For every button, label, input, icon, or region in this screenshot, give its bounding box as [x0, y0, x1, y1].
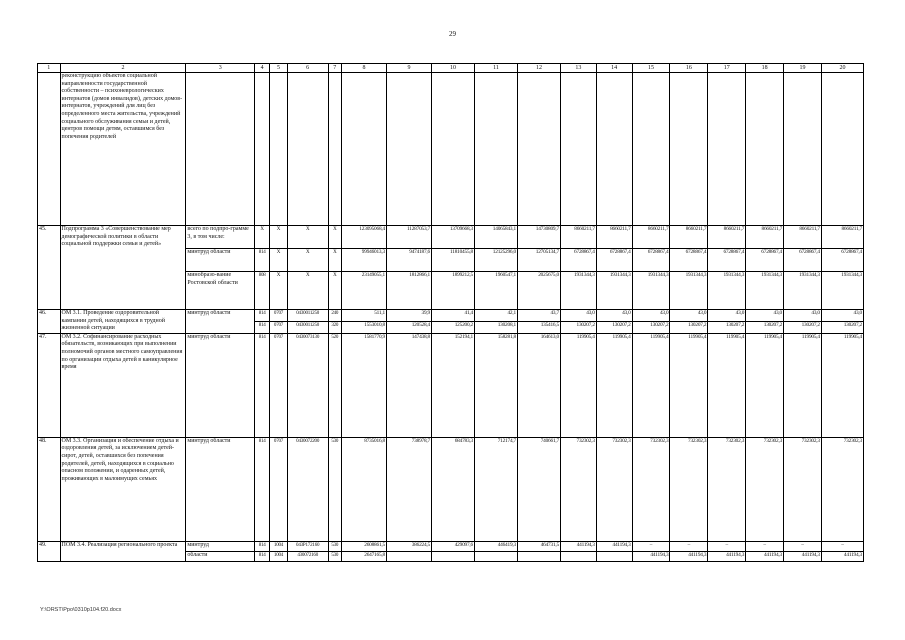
amount-cell: 441194,3	[670, 551, 708, 561]
amount-cell: 12125296,0	[474, 249, 517, 272]
amount-cell: 6728867,4	[784, 249, 822, 272]
amount-cell: 441194,3	[784, 551, 822, 561]
code-gr: 814	[254, 310, 269, 322]
code-csr: X	[287, 226, 328, 249]
code-csr: 0430073130	[287, 333, 328, 437]
row-name: Подпрограмма 3 «Совершенствование мер демографической политики в области социальной поддержки семьи и детей»	[60, 226, 186, 310]
amount-cell: 130207,2	[670, 321, 708, 333]
amount-cell: 12705134,7	[517, 249, 560, 272]
row-number: 45.	[38, 226, 61, 310]
amount-cell: 441194,3	[821, 551, 863, 561]
amount-cell: 13709668,3	[432, 226, 475, 249]
code-rz-pr: X	[270, 272, 287, 310]
row-number: 49.	[38, 541, 61, 561]
code-gr: 814	[254, 437, 269, 541]
executor: области	[186, 551, 255, 561]
column-number: 16	[670, 64, 708, 73]
amount-cell: 42,1	[474, 310, 517, 322]
amount-cell: 119905,4	[632, 333, 670, 437]
amount-cell: 738978,7	[386, 437, 431, 541]
amount-cell: 11810455,8	[432, 249, 475, 272]
amount-cell: 1553010,8	[341, 321, 386, 333]
amount-cell: –	[632, 541, 670, 551]
table-row	[38, 333, 864, 437]
amount-cell: 43,0	[596, 310, 632, 322]
budget-table	[37, 63, 864, 562]
amount-cell: 119905,4	[821, 333, 863, 437]
amount-cell: 130207,2	[632, 321, 670, 333]
code-vr: 240	[328, 310, 341, 322]
amount-cell: 1812866,1	[386, 272, 431, 310]
continuation-text: реконструкцию объектов социальной направленности государственной собственности – психоневрологических интернатов (домов инвалидов), детских домов-интернатов, учреждений для лиц без определенного места жительства, учреждений социального обслуживания семьи и детей, центров помощи детям, оставшимся без попечения родителей	[60, 73, 186, 226]
amount-cell: 8735016,8	[341, 437, 386, 541]
code-rz-pr: 0707	[270, 333, 287, 437]
column-number: 12	[517, 64, 560, 73]
amount-cell: 6728867,4	[670, 249, 708, 272]
amount-cell: 43,0	[784, 310, 822, 322]
amount-cell: 130207,2	[784, 321, 822, 333]
amount-cell	[517, 551, 560, 561]
code-vr: 530	[328, 551, 341, 561]
amount-cell: 8660211,7	[560, 226, 596, 249]
amount-cell: 119905,4	[746, 333, 784, 437]
column-number: 14	[596, 64, 632, 73]
code-vr: 530	[328, 437, 341, 541]
amount-cell: 2647165,8	[341, 551, 386, 561]
code-csr: 0430011250	[287, 321, 328, 333]
column-number: 6	[287, 64, 328, 73]
amount-cell: 441194,3	[632, 551, 670, 561]
amount-cell: 712174,7	[474, 437, 517, 541]
amount-cell: 441194,3	[708, 551, 746, 561]
amount-cell: 732302,3	[784, 437, 822, 541]
amount-cell: 1931344,3	[596, 272, 632, 310]
amount-cell: 14065843,1	[474, 226, 517, 249]
amount-cell: 130207,2	[596, 321, 632, 333]
amount-cell: 6728867,4	[746, 249, 784, 272]
column-number: 15	[632, 64, 670, 73]
amount-cell: 119905,4	[708, 333, 746, 437]
amount-cell: 2608861,5	[341, 541, 386, 551]
amount-cell: 125200,2	[432, 321, 475, 333]
amount-cell: 386224,5	[386, 541, 431, 551]
amount-cell: 1899212,5	[432, 272, 475, 310]
amount-cell: 6728867,4	[708, 249, 746, 272]
code-vr: 530	[328, 541, 341, 551]
amount-cell: 120528,4	[386, 321, 431, 333]
code-vr: X	[328, 272, 341, 310]
amount-cell: 6728867,4	[560, 249, 596, 272]
amount-cell: 147438,8	[386, 333, 431, 437]
amount-cell: 8660211,7	[632, 226, 670, 249]
column-number: 9	[386, 64, 431, 73]
amount-cell: 732302,3	[596, 437, 632, 541]
amount-cell: 732302,3	[670, 437, 708, 541]
amount-cell: 8660211,7	[821, 226, 863, 249]
amount-cell: 164613,0	[517, 333, 560, 437]
column-number: 3	[186, 64, 255, 73]
table-row	[38, 310, 864, 322]
amount-cell: 99946013,3	[341, 249, 386, 272]
code-rz-pr: 1004	[270, 551, 287, 561]
file-path-footer: Y:\ORST\Ppo\0310p104.f20.docx	[40, 607, 122, 613]
executor: минтруд области	[186, 437, 255, 541]
row-number: 46.	[38, 310, 61, 334]
amount-cell: 130207,2	[560, 321, 596, 333]
amount-cell: 732302,3	[821, 437, 863, 541]
amount-cell: 123095068,4	[341, 226, 386, 249]
executor: минтруд	[186, 541, 255, 551]
amount-cell: –	[670, 541, 708, 551]
amount-cell: 130208,1	[474, 321, 517, 333]
column-number: 1	[38, 64, 61, 73]
amount-cell	[596, 551, 632, 561]
amount-cell	[386, 551, 431, 561]
amount-cell: –	[746, 541, 784, 551]
table-row	[38, 437, 864, 541]
code-csr: X	[287, 249, 328, 272]
code-rz-pr: X	[270, 226, 287, 249]
column-number: 13	[560, 64, 596, 73]
amount-cell: 8660211,7	[746, 226, 784, 249]
amount-cell: 2025675,0	[517, 272, 560, 310]
row-name: ПОМ 3.4. Реализация регионального проекта	[60, 541, 186, 561]
page-number: 29	[449, 30, 456, 38]
code-gr: 808	[254, 272, 269, 310]
column-number: 5	[270, 64, 287, 73]
code-csr: 0430011250	[287, 310, 328, 322]
amount-cell: 43,0	[746, 310, 784, 322]
amount-cell: 39,9	[386, 310, 431, 322]
code-gr: 814	[254, 321, 269, 333]
amount-cell: 1931344,3	[670, 272, 708, 310]
amount-cell: 43,0	[708, 310, 746, 322]
amount-cell: 1931344,3	[708, 272, 746, 310]
amount-cell: 130207,2	[746, 321, 784, 333]
amount-cell: 6728867,4	[821, 249, 863, 272]
column-number: 17	[708, 64, 746, 73]
amount-cell: 119905,4	[670, 333, 708, 437]
code-gr: 814	[254, 333, 269, 437]
amount-cell: 135416,5	[517, 321, 560, 333]
executor: минобразо-вание Ростовской области	[186, 272, 255, 310]
code-rz-pr: X	[270, 249, 287, 272]
amount-cell: 1960547,1	[474, 272, 517, 310]
code-gr: X	[254, 226, 269, 249]
amount-cell	[560, 551, 596, 561]
amount-cell: 130207,2	[821, 321, 863, 333]
table-row	[38, 541, 864, 551]
executor: минтруд области	[186, 333, 255, 437]
code-rz-pr: 0707	[270, 437, 287, 541]
code-csr: X	[287, 272, 328, 310]
amount-cell: 8660211,7	[596, 226, 632, 249]
executor: минтруд области	[186, 310, 255, 334]
amount-cell: 6728867,4	[596, 249, 632, 272]
column-number: 10	[432, 64, 475, 73]
code-gr: 814	[254, 541, 269, 551]
amount-cell: 1931344,3	[746, 272, 784, 310]
amount-cell: 130207,2	[708, 321, 746, 333]
amount-cell: 732302,3	[560, 437, 596, 541]
amount-cell: 9474187,6	[386, 249, 431, 272]
code-csr: 043Р172160	[287, 541, 328, 551]
amount-cell: 732302,3	[746, 437, 784, 541]
amount-cell: 1931344,3	[821, 272, 863, 310]
row-number: 47.	[38, 333, 61, 437]
code-csr: 0430072200	[287, 437, 328, 541]
amount-cell: 119905,4	[784, 333, 822, 437]
code-vr: X	[328, 249, 341, 272]
amount-cell: 23149055,1	[341, 272, 386, 310]
amount-cell: 43,0	[632, 310, 670, 322]
row-name: ОМ 3.2. Софинансирование расходных обязательств, возникающих при выполнении полномочий органов местного самоуправления по организации отдыха детей в каникулярное время	[60, 333, 186, 437]
amount-cell: 441194,3	[596, 541, 632, 551]
column-number: 7	[328, 64, 341, 73]
amount-cell: 8660211,7	[784, 226, 822, 249]
column-number: 20	[821, 64, 863, 73]
code-rz-pr: 0707	[270, 321, 287, 333]
amount-cell: –	[784, 541, 822, 551]
code-vr: 520	[328, 333, 341, 437]
column-number: 18	[746, 64, 784, 73]
amount-cell: 441194,3	[560, 541, 596, 551]
amount-cell: 1931344,3	[560, 272, 596, 310]
amount-cell	[474, 551, 517, 561]
amount-cell: 684783,3	[432, 437, 475, 541]
table-row	[38, 73, 864, 226]
column-number: 11	[474, 64, 517, 73]
amount-cell: 6728867,4	[632, 249, 670, 272]
amount-cell: 8660211,7	[670, 226, 708, 249]
amount-cell: 43,7	[517, 310, 560, 322]
amount-cell: 152194,1	[432, 333, 475, 437]
amount-cell: 43,0	[670, 310, 708, 322]
code-rz-pr: 0707	[270, 310, 287, 322]
amount-cell: 1581770,9	[341, 333, 386, 437]
column-number: 2	[60, 64, 186, 73]
row-number: 48.	[38, 437, 61, 541]
amount-cell: 446419,3	[474, 541, 517, 551]
executor: всего по подпро-грамме 3, в том числе:	[186, 226, 255, 249]
amount-cell: 1931344,3	[632, 272, 670, 310]
column-number: 19	[784, 64, 822, 73]
amount-cell: 8660211,7	[708, 226, 746, 249]
amount-cell: 511,1	[341, 310, 386, 322]
code-rz-pr: 1004	[270, 541, 287, 551]
amount-cell: 1931344,3	[784, 272, 822, 310]
column-number: 8	[341, 64, 386, 73]
amount-cell: –	[708, 541, 746, 551]
column-number-row	[38, 64, 864, 73]
amount-cell: –	[821, 541, 863, 551]
amount-cell: 464731,5	[517, 541, 560, 551]
row-name: ОМ 3.1. Проведение оздоровительной кампании детей, находящихся в трудной жизненной ситуации	[60, 310, 186, 334]
amount-cell: 119905,4	[596, 333, 632, 437]
amount-cell: 740661,7	[517, 437, 560, 541]
executor: минтруд области	[186, 249, 255, 272]
code-gr: 814	[254, 551, 269, 561]
amount-cell: 158281,8	[474, 333, 517, 437]
code-vr: X	[328, 226, 341, 249]
row-name: ОМ 3.3. Организация и обеспечение отдыха и оздоровления детей, за исключением детей-сирот, детей, оставшихся без попечения родителей, детей, находящихся в социально опасном положении, и одаренных детей, проживающих в малоимущих семьях	[60, 437, 186, 541]
amount-cell: 11287053,7	[386, 226, 431, 249]
column-number: 4	[254, 64, 269, 73]
amount-cell: 41,4	[432, 310, 475, 322]
amount-cell: 14730809,7	[517, 226, 560, 249]
amount-cell: 429097,6	[432, 541, 475, 551]
amount-cell: 732302,3	[632, 437, 670, 541]
table-row	[38, 226, 864, 249]
amount-cell: 43,0	[560, 310, 596, 322]
code-vr: 320	[328, 321, 341, 333]
amount-cell	[432, 551, 475, 561]
amount-cell: 732302,3	[708, 437, 746, 541]
amount-cell: 441194,3	[746, 551, 784, 561]
code-csr: 430072160	[287, 551, 328, 561]
amount-cell: 119905,4	[560, 333, 596, 437]
amount-cell: 43,0	[821, 310, 863, 322]
code-gr: 814	[254, 249, 269, 272]
